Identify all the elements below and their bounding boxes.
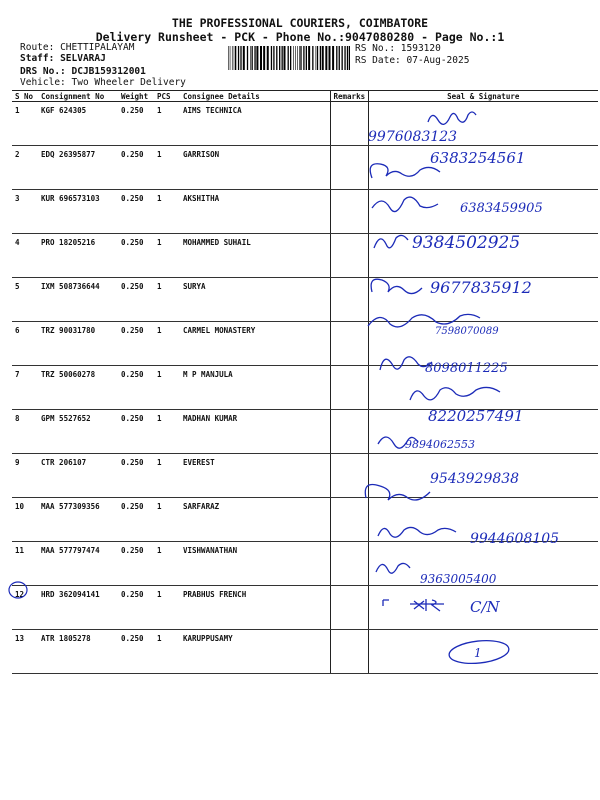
table-header-row — [12, 91, 598, 102]
seal-signature-cell — [368, 410, 598, 454]
remarks-cell — [330, 322, 368, 366]
pcs-cell: 1 — [154, 366, 180, 410]
pcs-cell: 1 — [154, 498, 180, 542]
seal-signature-cell — [368, 234, 598, 278]
serial-no-cell: 4 — [12, 234, 38, 278]
consignee-details-cell: AIMS TECHNICA — [180, 102, 330, 146]
pcs-cell: 1 — [154, 278, 180, 322]
drs-line — [20, 66, 146, 77]
handwritten-phone: 7598070089 — [435, 326, 499, 337]
handwritten-phone: 9384502925 — [412, 233, 521, 253]
route-label: Route: — [20, 42, 55, 53]
rs-no-line — [355, 43, 441, 54]
weight-cell: 0.250 — [118, 234, 154, 278]
table-row — [12, 454, 598, 498]
pcs-cell: 1 — [154, 586, 180, 630]
consignment-no-cell: KUR 696573103 — [38, 190, 118, 234]
table-row — [12, 410, 598, 454]
vehicle-value: Two Wheeler Delivery — [71, 77, 186, 88]
seal-signature-cell — [368, 278, 598, 322]
seal-signature-cell — [368, 630, 598, 674]
consignment-no-cell: ATR 1805278 — [38, 630, 118, 674]
col-header-weight: Weight — [118, 91, 154, 102]
handwritten-phone: 8220257491 — [428, 407, 524, 425]
weight-cell: 0.250 — [118, 278, 154, 322]
rs-no-label: RS No.: — [355, 43, 396, 54]
drs-value: DCJB159312001 — [71, 66, 146, 77]
consignment-no-cell: EDQ 26395877 — [38, 146, 118, 190]
consignee-details-cell: SURYA — [180, 278, 330, 322]
route-value: CHETTIPALAYAM — [60, 42, 135, 53]
remarks-cell — [330, 190, 368, 234]
table-row — [12, 630, 598, 674]
rs-date-label: RS Date: — [355, 55, 401, 66]
weight-cell: 0.250 — [118, 102, 154, 146]
serial-no-cell: 12 — [12, 586, 38, 630]
staff-line — [20, 53, 106, 64]
pcs-cell: 1 — [154, 234, 180, 278]
handwritten-phone: 9677835912 — [430, 278, 532, 297]
remarks-cell — [330, 630, 368, 674]
remarks-cell — [330, 234, 368, 278]
remarks-cell — [330, 454, 368, 498]
handwritten-phone: 6383459905 — [460, 201, 543, 216]
consignment-no-cell: CTR 206107 — [38, 454, 118, 498]
weight-cell: 0.250 — [118, 630, 154, 674]
remarks-cell — [330, 278, 368, 322]
runsheet-table — [12, 90, 598, 674]
vehicle-line — [20, 77, 186, 88]
consignee-details-cell: EVEREST — [180, 454, 330, 498]
consignee-details-cell: GARRISON — [180, 146, 330, 190]
col-header-consignee: Consignee Details — [180, 91, 330, 102]
pcs-cell: 1 — [154, 454, 180, 498]
rs-date-value: 07-Aug-2025 — [406, 55, 470, 66]
consignee-details-cell: VISHWANATHAN — [180, 542, 330, 586]
serial-no-cell: 10 — [12, 498, 38, 542]
seal-signature-cell — [368, 454, 598, 498]
handwritten-phone: 9543929838 — [430, 471, 520, 487]
handwritten-remark: C/N — [470, 598, 500, 616]
consignment-no-cell: MAA 577309356 — [38, 498, 118, 542]
consignment-no-cell: TRZ 50060278 — [38, 366, 118, 410]
consignee-details-cell: SARFARAZ — [180, 498, 330, 542]
remarks-cell — [330, 366, 368, 410]
col-header-seal: Seal & Signature — [368, 91, 598, 102]
weight-cell: 0.250 — [118, 322, 154, 366]
table-row — [12, 586, 598, 630]
serial-no-cell: 11 — [12, 542, 38, 586]
seal-signature-cell — [368, 366, 598, 410]
consignment-no-cell: GPM 5527652 — [38, 410, 118, 454]
remarks-cell — [330, 542, 368, 586]
rs-no-value: 1593120 — [400, 43, 441, 54]
weight-cell: 0.250 — [118, 146, 154, 190]
handwritten-phone: 8098011225 — [425, 361, 508, 376]
consignee-details-cell: PRABHUS FRENCH — [180, 586, 330, 630]
table-row — [12, 234, 598, 278]
seal-signature-cell — [368, 146, 598, 190]
remarks-cell — [330, 586, 368, 630]
col-header-consignment: Consignment No — [38, 91, 118, 102]
table-row — [12, 498, 598, 542]
col-header-sno: S No — [12, 91, 38, 102]
serial-no-cell: 1 — [12, 102, 38, 146]
route-line — [20, 42, 134, 53]
drs-label: DRS No.: — [20, 66, 66, 77]
consignee-details-cell: CARMEL MONASTERY — [180, 322, 330, 366]
rs-date-line — [355, 55, 469, 66]
seal-signature-cell — [368, 586, 598, 630]
table-row — [12, 190, 598, 234]
remarks-cell — [330, 102, 368, 146]
consignee-details-cell: AKSHITHA — [180, 190, 330, 234]
handwritten-phone: 6383254561 — [430, 149, 526, 167]
serial-no-cell: 2 — [12, 146, 38, 190]
table-row — [12, 102, 598, 146]
consignee-details-cell: M P MANJULA — [180, 366, 330, 410]
runsheet-subtitle: Delivery Runsheet - PCK - Phone No.:9047080280 - Page No.:1 — [95, 30, 505, 44]
table-row — [12, 542, 598, 586]
vehicle-label: Vehicle: — [20, 77, 66, 88]
consignment-no-cell: MAA 577797474 — [38, 542, 118, 586]
col-header-pcs: PCS — [154, 91, 180, 102]
staff-label: Staff: — [20, 53, 55, 64]
table-row — [12, 322, 598, 366]
serial-no-cell: 7 — [12, 366, 38, 410]
weight-cell: 0.250 — [118, 366, 154, 410]
handwritten-phone: 9363005400 — [420, 572, 497, 586]
pcs-cell: 1 — [154, 102, 180, 146]
pcs-cell: 1 — [154, 190, 180, 234]
remarks-cell — [330, 146, 368, 190]
serial-no-cell: 13 — [12, 630, 38, 674]
pcs-cell: 1 — [154, 410, 180, 454]
seal-signature-cell — [368, 542, 598, 586]
consignment-no-cell: HRD 362094141 — [38, 586, 118, 630]
company-title: THE PROFESSIONAL COURIERS, COIMBATORE — [171, 16, 429, 30]
seal-signature-cell — [368, 102, 598, 146]
consignment-no-cell: PRO 18205216 — [38, 234, 118, 278]
remarks-cell — [330, 410, 368, 454]
seal-signature-cell — [368, 190, 598, 234]
table-row — [12, 278, 598, 322]
col-header-remarks: Remarks — [330, 91, 368, 102]
pcs-cell: 1 — [154, 630, 180, 674]
remarks-cell — [330, 498, 368, 542]
consignee-details-cell: MADHAN KUMAR — [180, 410, 330, 454]
consignment-no-cell: TRZ 90031780 — [38, 322, 118, 366]
consignment-no-cell: KGF 624305 — [38, 102, 118, 146]
pcs-cell: 1 — [154, 146, 180, 190]
pcs-cell: 1 — [154, 542, 180, 586]
circled-total-value: 1 — [474, 646, 482, 660]
seal-signature-cell — [368, 322, 598, 366]
table-row — [12, 146, 598, 190]
weight-cell: 0.250 — [118, 454, 154, 498]
consignee-details-cell: KARUPPUSAMY — [180, 630, 330, 674]
weight-cell: 0.250 — [118, 542, 154, 586]
weight-cell: 0.250 — [118, 190, 154, 234]
table-row — [12, 366, 598, 410]
serial-no-cell: 3 — [12, 190, 38, 234]
pcs-cell: 1 — [154, 322, 180, 366]
serial-no-cell: 8 — [12, 410, 38, 454]
seal-signature-cell — [368, 498, 598, 542]
barcode-image — [228, 46, 350, 70]
handwritten-phone: 9944608105 — [470, 531, 560, 547]
weight-cell: 0.250 — [118, 586, 154, 630]
weight-cell: 0.250 — [118, 498, 154, 542]
serial-no-cell: 6 — [12, 322, 38, 366]
staff-value: SELVARAJ — [60, 53, 106, 64]
consignment-no-cell: IXM 508736644 — [38, 278, 118, 322]
handwritten-phone: 9894062553 — [405, 438, 475, 451]
handwritten-phone: 9976083123 — [368, 129, 458, 145]
consignee-details-cell: MOHAMMED SUHAIL — [180, 234, 330, 278]
weight-cell: 0.250 — [118, 410, 154, 454]
serial-no-cell: 5 — [12, 278, 38, 322]
serial-no-cell: 9 — [12, 454, 38, 498]
